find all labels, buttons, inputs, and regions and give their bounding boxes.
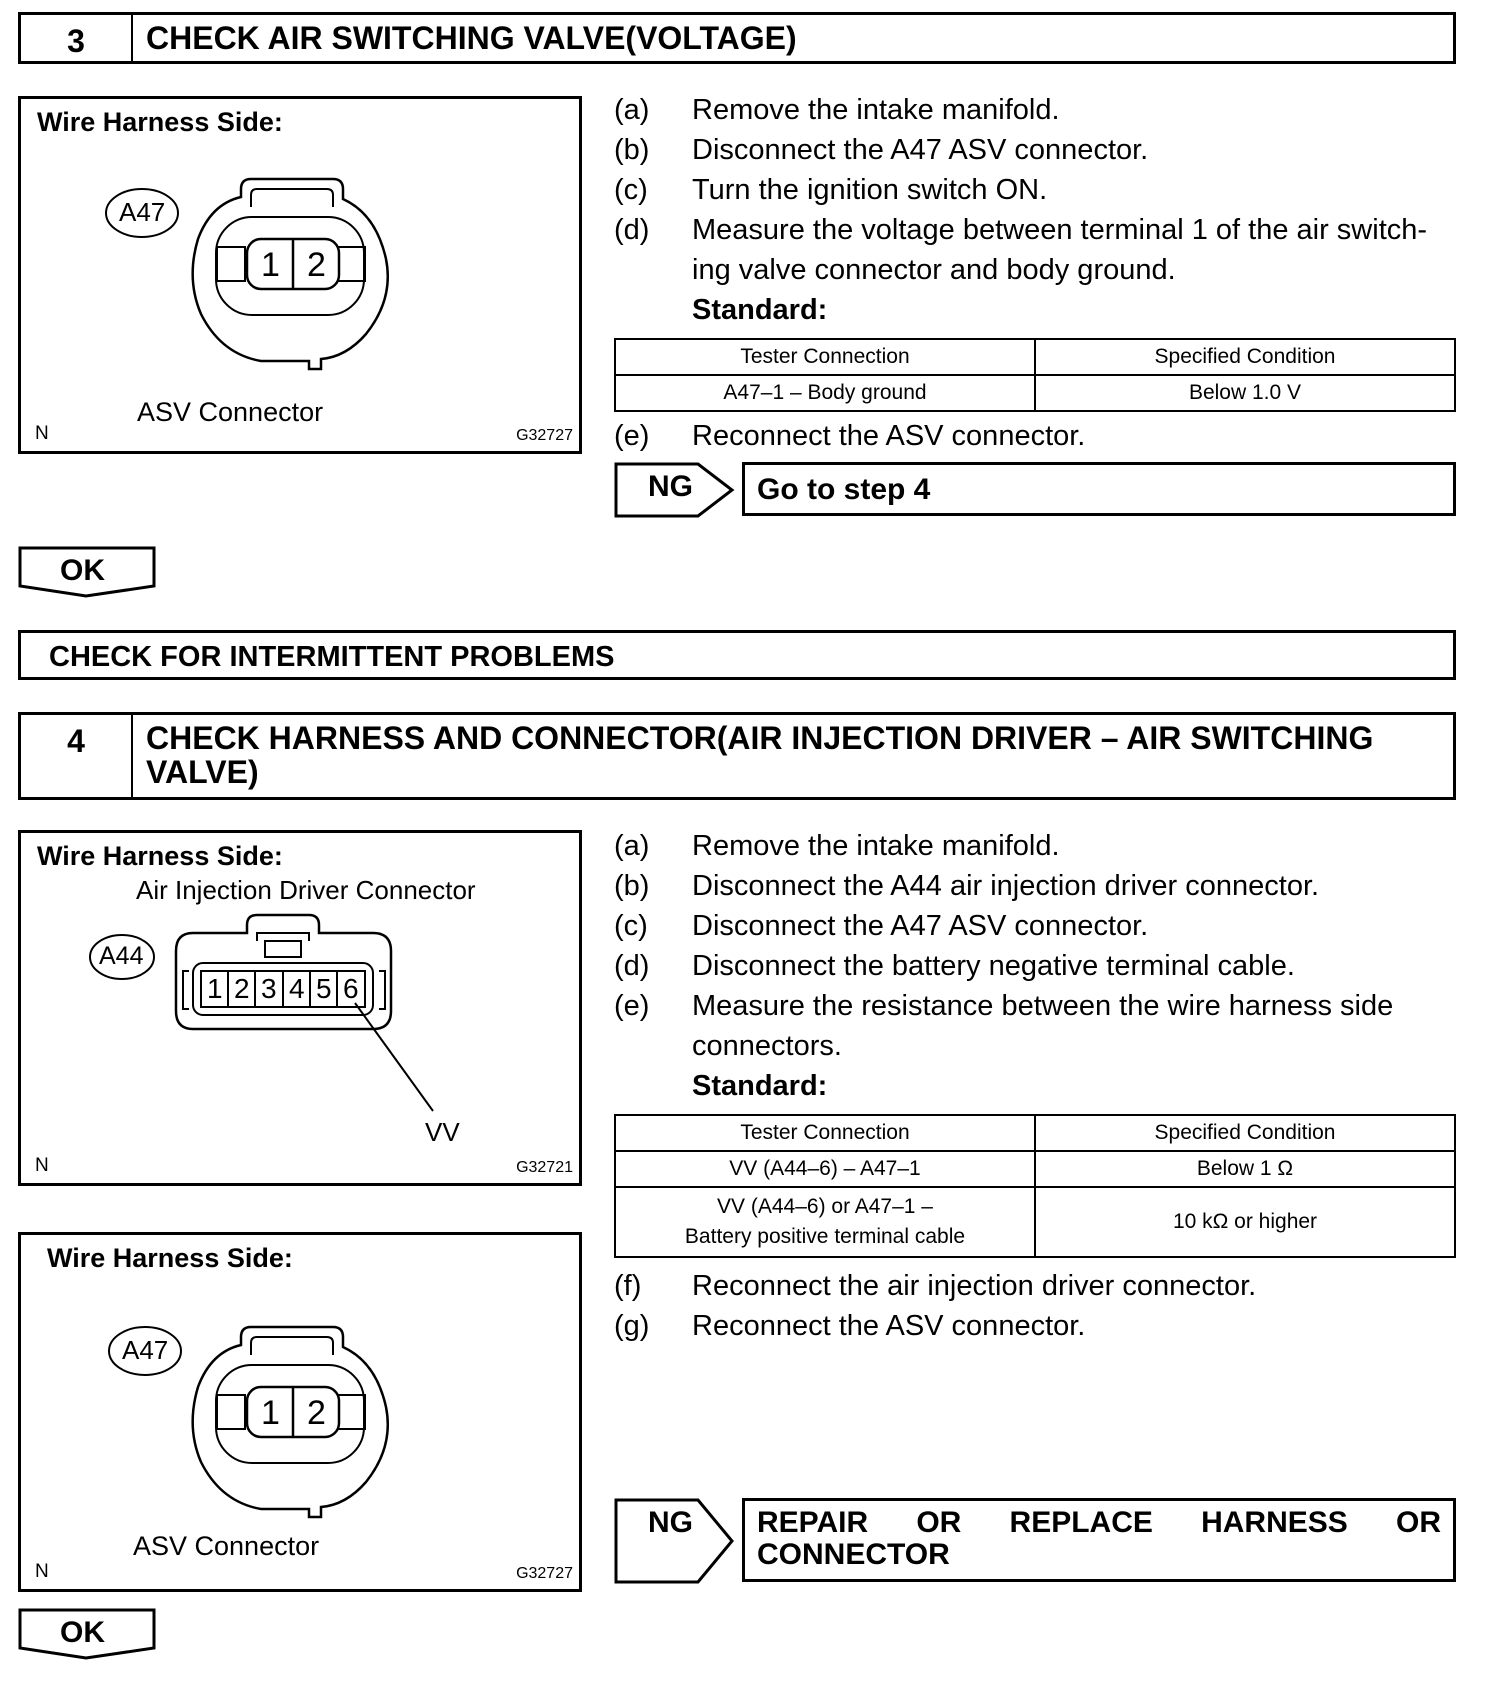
table-cell-condition: Below 1.0 V [1035,375,1455,411]
table-header-condition: Specified Condition [1035,1115,1455,1151]
step4-figure2 [18,1232,582,1592]
table-cell-condition: Below 1 Ω [1035,1151,1455,1187]
instruction-e-cont: connectors. [692,1030,842,1062]
step3-title: CHECK AIR SWITCHING VALVE(VOLTAGE) [146,20,797,56]
step4-after [614,1266,1464,1346]
instruction-a: (a) Remove the intake manifold. [614,830,1060,862]
step4-title-line2: VALVE) [146,754,259,790]
instruction-f: (f) Reconnect the air injection driver connector. [614,1270,1257,1302]
vv-pointer-label: VV [425,1117,460,1147]
pin-4-label: 4 [289,973,305,1004]
table-cell-connection: VV (A44–6) or A47–1 – Battery positive terminal cable [615,1187,1035,1257]
figure-code: G32721 [516,1159,573,1176]
figure-code: G32727 [516,427,573,444]
step4-title [146,721,1443,789]
instruction-d-cont: ing valve connector and body ground. [692,254,1176,286]
step4-ng-label: NG [648,1506,693,1539]
figure-label: Wire Harness Side: [37,841,283,871]
pin-2-label: 2 [307,1394,326,1432]
step3-header [18,12,1456,64]
instruction-c: (c) Disconnect the A47 ASV connector. [614,910,1149,942]
step4-ng-action-box [742,1498,1456,1582]
table-header-condition: Specified Condition [1035,339,1455,375]
connector-id-label: A47 [122,1335,169,1365]
step3-ng-action-box [742,462,1456,516]
step4-figure1 [18,830,582,1186]
standard-row [614,1066,1464,1106]
air-injection-connector-drawing [21,833,579,1183]
step3-figure [18,96,582,454]
intermittent-bar [18,630,1456,680]
table-header-connection: Tester Connection [615,339,1035,375]
vv-pointer-line [355,1003,433,1111]
step3-ng-action: Go to step 4 [757,473,931,506]
step4-ng-action-line2: CONNECTOR [757,1538,950,1571]
figure-subtitle: Air Injection Driver Connector [136,875,476,905]
table-cell-connection: A47–1 – Body ground [615,375,1035,411]
figure-corner-mark: N [35,423,49,444]
figure-label: Wire Harness Side: [47,1243,293,1273]
pin-6-label: 6 [343,973,359,1004]
figure-corner-mark: N [35,1155,49,1176]
pin-1-label: 1 [261,246,280,284]
step4-instructions [614,826,1464,1106]
instruction-e: (e) Reconnect the ASV connector. [614,420,1086,452]
connector-id-label: A47 [119,197,166,227]
intermittent-title: CHECK FOR INTERMITTENT PROBLEMS [49,641,615,673]
connector-caption: ASV Connector [137,397,324,427]
instruction-b: (b) Disconnect the A44 air injection driver connector. [614,870,1320,902]
table-cell-condition: 10 kΩ or higher [1035,1187,1455,1257]
table-header-connection: Tester Connection [615,1115,1035,1151]
pin-1-label: 1 [261,1394,280,1432]
figure-label: Wire Harness Side: [37,107,283,137]
standard-label: Standard: [692,294,828,326]
step3-ok-label: OK [60,554,105,587]
pin-3-label: 3 [261,973,277,1004]
connector-id-label: A44 [99,942,144,970]
step4-title-line1: CHECK HARNESS AND CONNECTOR(AIR INJECTION DRIVER – AIR SWITCHING [146,720,1374,756]
standard-label: Standard: [692,1070,828,1102]
standard-row [614,290,1464,330]
instruction-a: (a) Remove the intake manifold. [614,94,1060,126]
instruction-d: (d) Disconnect the battery negative terminal cable. [614,950,1295,982]
step4-ok-label: OK [60,1616,105,1649]
step4-ng-action-line1: REPAIR OR REPLACE HARNESS OR [757,1506,1441,1539]
step3-spec-table [614,338,1456,412]
step3-instructions [614,90,1464,330]
connector-caption: ASV Connector [133,1531,320,1561]
instruction-b: (b) Disconnect the A47 ASV connector. [614,134,1149,166]
instruction-d: (d) Measure the voltage between terminal 1 of the air switch- [614,214,1428,246]
table-cell-connection: VV (A44–6) – A47–1 [615,1151,1035,1187]
figure-corner-mark: N [35,1561,49,1582]
step4-number: 4 [21,715,133,797]
step3-after [614,416,1464,456]
pin-2-label: 2 [234,973,250,1004]
step4-header [18,712,1456,800]
pin-5-label: 5 [316,973,332,1004]
pin-1-label: 1 [207,973,223,1004]
instruction-g: (g) Reconnect the ASV connector. [614,1310,1086,1342]
pin-2-label: 2 [307,246,326,284]
step3-ng-label: NG [648,470,693,503]
step3-number: 3 [21,15,133,61]
instruction-c: (c) Turn the ignition switch ON. [614,174,1048,206]
figure-code: G32727 [516,1565,573,1582]
instruction-e: (e) Measure the resistance between the wire harness side [614,990,1394,1022]
step4-spec-table [614,1114,1456,1258]
